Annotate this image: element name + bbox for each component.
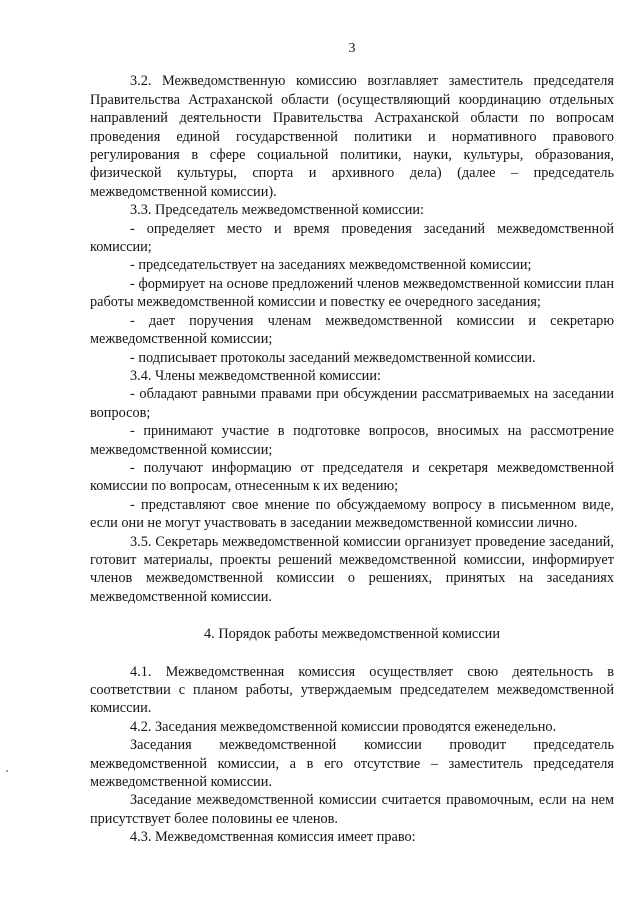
paragraph: Заседания межведомственной комиссии проводит председатель межведомственной комиссии, а в его отсутствие – заместитель председателя межведомственной комиссии. bbox=[90, 737, 614, 791]
paragraph-4-1: 4.1. Межведомственная комиссия осуществляет свою деятельность в соответствии с планом работы, утверждаемым председателем межведомственной комиссии. bbox=[90, 663, 614, 717]
list-item: - принимают участие в подготовке вопросов, вносимых на рассмотрение межведомственной комиссии; bbox=[90, 423, 614, 458]
section-heading: 4. Порядок работы межведомственной комиссии bbox=[204, 626, 500, 643]
list-item: - формирует на основе предложений членов межведомственной комиссии план работы межведомственной комиссии и повестку ее очередного заседания; bbox=[90, 275, 614, 311]
page-number: 3 bbox=[348, 41, 356, 56]
scan-speck bbox=[6, 770, 8, 772]
document-page bbox=[90, 40, 614, 847]
list-item: - подписывает протоколы заседаний межведомственной комиссии. bbox=[130, 349, 536, 366]
paragraph: Заседание межведомственной комиссии считается правомочным, если на нем присутствует более половины ее членов. bbox=[90, 792, 614, 827]
list-item: - дает поручения членам межведомственной комиссии и секретарю межведомственной комиссии; bbox=[90, 312, 614, 348]
list-item: - председательствует на заседаниях межведомственной комиссии; bbox=[130, 257, 532, 274]
paragraph-3-3: 3.3. Председатель межведомственной комиссии: bbox=[130, 202, 425, 219]
paragraph-3-5: 3.5. Секретарь межведомственной комиссии организует проведение заседаний, готовит материалы, проекты решений межведомственной комиссии, информирует членов межведомственной комиссии о решениях, принятых на заседаниях межведомственной комиссии. bbox=[90, 533, 614, 605]
paragraph-3-2: 3.2. Межведомственную комиссию возглавляет заместитель председателя Правительства Астраханской области (осуществляющий координацию отдельных направлений деятельности Правительства Астраханской области по вопросам проведения единой государственной политики и нормативного правового регулирования в сфере социальной политики, науки, культуры, образования, физической культуры, спорта и архивного дела) (далее – председатель межведомственной комиссии). bbox=[90, 73, 614, 200]
list-item: - получают информацию от председателя и секретаря межведомственной комиссии по вопросам, отнесенным к их ведению; bbox=[90, 459, 614, 495]
list-item: - обладают равными правами при обсуждении рассматриваемых на заседании вопросов; bbox=[90, 386, 614, 421]
paragraph-3-4: 3.4. Члены межведомственной комиссии: bbox=[130, 367, 381, 384]
paragraph-4-3: 4.3. Межведомственная комиссия имеет право: bbox=[130, 829, 416, 846]
list-item: - определяет место и время проведения заседаний межведомственной комиссии; bbox=[90, 220, 614, 256]
list-item: - представляют свое мнение по обсуждаемому вопросу в письменном виде, если они не могут участвовать в заседании межведомственной комиссии лично. bbox=[90, 496, 614, 532]
paragraph-4-2: 4.2. Заседания межведомственной комиссии проводятся еженедельно. bbox=[130, 718, 557, 735]
